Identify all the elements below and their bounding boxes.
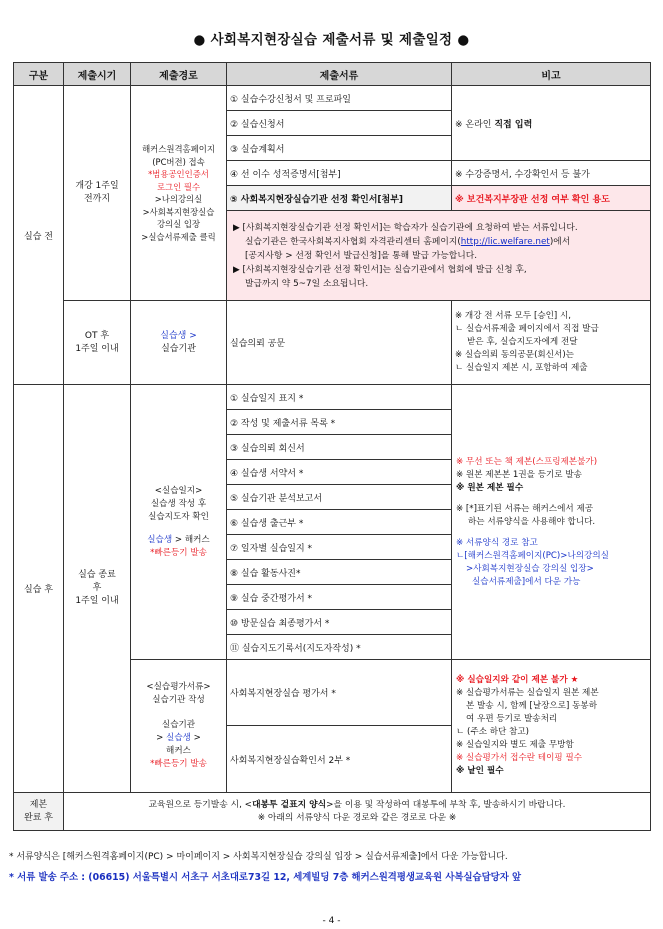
header-category: 구분 xyxy=(14,63,64,86)
route-line: 실습기관 작성 xyxy=(152,695,205,705)
note-line: ㄴ[해커스원격홈페이지(PC)>나의강의실 xyxy=(456,550,609,561)
note-line: 본 발송 시, 함께 [날장으로] 동봉하 xyxy=(466,701,598,711)
note-eval xyxy=(452,660,651,793)
table-row xyxy=(14,793,651,831)
doc-item: ③ 실습계획서 xyxy=(227,136,452,161)
route-line: 실습지도자 확인 xyxy=(148,511,209,522)
route-line: <실습일지> xyxy=(154,485,203,496)
route-after-eval xyxy=(131,660,227,793)
doc-item: ④ 선 이수 성적증명서[첨부] xyxy=(227,161,452,186)
route-line: 실습기관 xyxy=(161,343,196,354)
complete-text: 교육원으로 등기발송 시, < xyxy=(148,799,253,810)
route-line xyxy=(134,732,223,745)
route-after-log xyxy=(131,385,227,660)
notice-line: ▶ [사회복지현장실습기관 선정 확인서]는 실습기관에서 협회에 발급 신청 후, xyxy=(233,264,527,275)
route-warning: *빠른등기 발송 xyxy=(150,759,207,769)
header-documents: 제출서류 xyxy=(227,63,452,86)
note-line: ※ [*]표기된 서류는 해커스에서 제공 xyxy=(456,503,594,514)
note-line: 하는 서류양식을 사용해야 합니다. xyxy=(468,516,596,527)
doc-item: 실습의뢰 공문 xyxy=(227,301,452,385)
note-line: ※ 서류양식 경로 참고 xyxy=(456,537,538,548)
table-row xyxy=(14,86,651,111)
route-line: 강의실 입장 xyxy=(156,219,201,229)
doc-item: ① 실습일지 표지 * xyxy=(227,385,452,410)
note-line: ㄴ (주소 하단 참고) xyxy=(456,727,530,737)
complete-text: >을 이용 및 작성하여 대봉투에 부착 후, 발송하시기 바랍니다. xyxy=(326,799,566,810)
note-line: 여 우편 등기로 발송처리 xyxy=(466,714,558,724)
note-line: ※ 실습평가서류는 실습일지 원본 제본 xyxy=(456,688,599,698)
welfare-link[interactable]: http://lic.welfare.net xyxy=(460,236,550,247)
category-after: 실습 후 xyxy=(14,385,64,793)
doc-item: ③ 실습의뢰 회신서 xyxy=(227,435,452,460)
doc-item: ② 실습신청서 xyxy=(227,111,452,136)
note-line: ※ 실습일지와 같이 제본 불가 ★ xyxy=(456,675,579,685)
note-line: >사회복지현장실습 강의실 입장> xyxy=(466,563,594,574)
notice-line xyxy=(233,235,644,249)
route-warning: 로그인 필수 xyxy=(156,181,201,192)
doc-item: 사회복지현장실습확인서 2부 * xyxy=(227,726,452,793)
route-line: >실습서류제출 클릭 xyxy=(141,231,216,242)
timing-after: 실습 종료 후 1주일 이내 xyxy=(64,385,131,793)
table-row xyxy=(14,385,651,410)
note-line: ※ 실습의뢰 동의공문(회신서)는 xyxy=(455,350,574,360)
complete-line: ※ 아래의 서류양식 다운 경로와 같은 경로로 다운 ※ xyxy=(257,812,457,823)
header-route: 제출경로 xyxy=(131,63,227,86)
note-line: ※ 원본 제본본 1권을 등기로 발송 xyxy=(456,469,582,480)
doc-item: ⑩ 방문실습 최종평가서 * xyxy=(227,610,452,635)
page-title: ● 사회복지현장실습 제출서류 및 제출일정 ● xyxy=(193,32,470,48)
note-line: ※ 실습일지와 별도 제출 무방함 xyxy=(456,740,574,750)
route-before-ot xyxy=(131,301,227,385)
note-line: ※ 낱인 필수 xyxy=(456,766,504,776)
note-line: ㄴ 실습서류제출 페이지에서 직접 발급 xyxy=(455,324,599,334)
route-text: > 해커스 xyxy=(172,534,210,545)
notice-line: [공지사항 > 선정 확인서 발급신청]을 통해 발급 가능합니다. xyxy=(245,250,478,261)
footnote-form-path: * 서류양식은 [해커스원격홈페이지(PC) > 마이페이지 > 사회복지현장실습 강의실 입장 > 실습서류제출]에서 다운 가능합니다. xyxy=(9,852,508,862)
route-line: >사회복지현장실습 xyxy=(142,206,215,217)
note-line: 실습서류제출]에서 다운 가능 xyxy=(472,576,581,587)
doc-item: ⑨ 실습 중간평가서 * xyxy=(227,585,452,610)
route-line: 실습생 작성 후 xyxy=(150,498,207,509)
notice-line: 발급까지 약 5~7일 소요됩니다. xyxy=(245,278,369,289)
route-line xyxy=(134,534,223,547)
note-transcript: ※ 수강증명서, 수강확인서 등 불가 xyxy=(452,161,651,186)
doc-item-highlight: ⑤ 사회복지현장실습기관 선정 확인서[첨부] xyxy=(227,186,452,211)
route-warning: *범용공인인증서 xyxy=(148,169,209,179)
route-student: 실습생 xyxy=(166,733,191,743)
header-timing: 제출시기 xyxy=(64,63,131,86)
notice-text: 실습기관은 한국사회복지사협회 자격관리센터 홈페이지( xyxy=(245,236,461,247)
route-line: 실습기관 xyxy=(161,720,196,730)
note-ministry: ※ 보건복지부장관 선정 여부 확인 용도 xyxy=(452,186,651,211)
notice-text: )에서 xyxy=(549,236,571,247)
note-text: ※ 온라인 xyxy=(455,119,495,130)
note-line: ※ 실습평가서 접수란 테이핑 필수 xyxy=(456,753,583,763)
note-ot xyxy=(452,301,651,385)
doc-item: ⑧ 실습 활동사진* xyxy=(227,560,452,585)
doc-item: 사회복지현장실습 평가서 * xyxy=(227,660,452,726)
note-line: ㄴ 실습일지 제본 시, 포함하여 제출 xyxy=(455,363,588,373)
note-line: ※ 개강 전 서류 모두 [승인] 시, xyxy=(455,311,572,321)
doc-item: ⑤ 실습기관 분석보고서 xyxy=(227,485,452,510)
note-line: ※ 원본 제본 필수 xyxy=(456,482,524,493)
route-line: 실습생 > xyxy=(160,330,197,341)
doc-item: ⑥ 실습생 출근부 * xyxy=(227,510,452,535)
route-warning: *빠른등기 발송 xyxy=(150,547,207,558)
complete-instructions xyxy=(64,793,651,831)
header-notes: 비고 xyxy=(452,63,651,86)
note-line: 받은 후, 실습지도자에게 전달 xyxy=(467,337,578,347)
doc-item: ① 실습수강신청서 및 프로파일 xyxy=(227,86,452,111)
route-line: >나의강의실 xyxy=(154,194,203,204)
doc-item: ⑪ 실습지도기록서(지도자작성) * xyxy=(227,635,452,660)
category-before: 실습 전 xyxy=(14,86,64,385)
category-complete: 제본 완료 후 xyxy=(14,793,64,831)
table-header-row xyxy=(14,63,651,86)
notice-line: ▶ [사회복지현장실습기관 선정 확인서]는 학습자가 실습기관에 요청하여 받는 서류입니다. xyxy=(233,222,578,233)
route-line: 해커스원격홈페이지 xyxy=(142,144,215,154)
complete-line xyxy=(67,799,647,812)
note-log xyxy=(452,385,651,660)
route-before-course xyxy=(131,86,227,301)
timing-before-course: 개강 1주일 전까지 xyxy=(64,86,131,301)
note-online xyxy=(452,86,651,161)
route-text: > xyxy=(156,733,167,743)
route-line: <실습평가서류> xyxy=(146,682,211,692)
doc-item: ② 작성 및 제출서류 목록 * xyxy=(227,410,452,435)
page-number: - 4 - xyxy=(322,916,341,926)
note-line: ※ 무선 또는 책 제본(스프링제본불가) xyxy=(456,456,598,467)
timing-before-ot: OT 후 1주일 이내 xyxy=(64,301,131,385)
footnote-address: * 서류 발송 주소 : (06615) 서울특별시 서초구 서초대로73길 12, 세계빌딩 7층 해커스원격평생교육원 사복실습담당자 앞 xyxy=(9,872,522,883)
submission-table xyxy=(13,62,651,831)
doc-item: ④ 실습생 서약서 * xyxy=(227,460,452,485)
doc-item: ⑦ 일자별 실습일지 * xyxy=(227,535,452,560)
note-bold: 직접 입력 xyxy=(494,119,533,130)
table-row xyxy=(14,301,651,385)
route-line: 해커스 xyxy=(166,746,191,756)
route-student: 실습생 xyxy=(147,534,173,545)
notice-box xyxy=(227,211,651,301)
route-text: > xyxy=(190,733,201,743)
route-line: (PC버전) 접속 xyxy=(152,156,205,167)
complete-bold: 대봉투 겉표지 양식 xyxy=(252,799,327,810)
